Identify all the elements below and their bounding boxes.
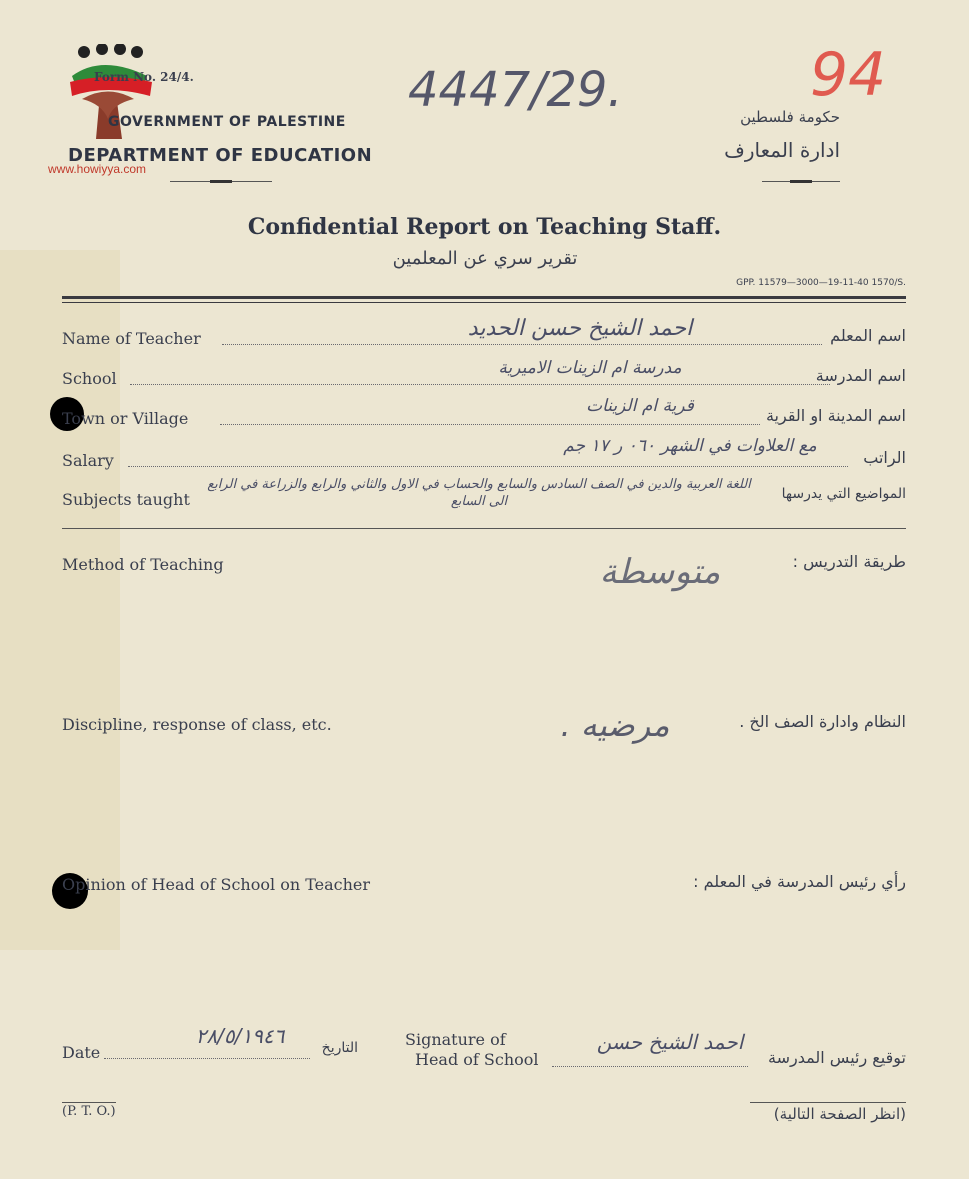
department-name-en: DEPARTMENT OF EDUCATION xyxy=(68,145,373,166)
value-name-of-teacher: احمد الشيخ حسن الحديد xyxy=(467,316,693,341)
dotted-line-school xyxy=(130,384,830,385)
howiyya-logo xyxy=(62,44,157,154)
label-name-of-teacher: Name of Teacher xyxy=(62,329,201,348)
header-rule-left-bold xyxy=(210,180,232,183)
value-salary: مع العلاوات في الشهر ٠٦٠ ر ١٧ جم xyxy=(563,436,817,456)
label-town-or-village-ar: اسم المدينة او القرية xyxy=(765,406,906,425)
value-method-of-teaching: متوسطة xyxy=(599,552,721,592)
value-signature: احمد الشيخ حسن xyxy=(596,1030,744,1054)
handwritten-reference: 4447/29. xyxy=(408,62,623,118)
title-rule-thick xyxy=(62,296,906,299)
label-method-of-teaching: Method of Teaching xyxy=(62,555,224,574)
pto-ar: (انظر الصفحة التالية) xyxy=(750,1102,906,1123)
label-school: School xyxy=(62,369,117,388)
government-name-ar: حكومة فلسطين xyxy=(740,108,840,126)
header-rule-right-bold xyxy=(790,180,812,183)
dotted-line-town xyxy=(220,424,760,425)
label-subjects-taught-ar: المواضيع التي يدرسها xyxy=(781,486,906,502)
value-subjects-taught: اللغة العربية والدين في الصف السادس والسابع والحساب في الاول والثاني والرابع والزراعة في الرابع الى السابع xyxy=(207,477,751,509)
title-rule-thin xyxy=(62,302,906,303)
value-school: مدرسة ام الزينات الاميرية xyxy=(498,358,682,378)
label-signature-ar: توقيع رئيس المدرسة xyxy=(768,1048,906,1067)
label-school-ar: اسم المدرسة xyxy=(815,366,906,385)
howiyya-site-text: www.howiyya.com xyxy=(48,162,147,176)
value-town-or-village: قرية ام الزينات xyxy=(586,396,694,416)
label-salary-ar: الراتب xyxy=(863,448,906,467)
label-opinion-of-head-ar: رأي رئيس المدرسة في المعلم : xyxy=(693,872,906,891)
government-name-en: GOVERNMENT OF PALESTINE xyxy=(108,114,346,130)
label-date-ar: التاريخ xyxy=(321,1040,358,1056)
print-code: GPP. 11579—3000—19-11-40 1570/S. xyxy=(736,278,906,288)
value-discipline: مرضيه . xyxy=(560,706,670,744)
label-signature-line2: Head of School xyxy=(415,1050,539,1069)
label-method-of-teaching-ar: طريقة التدريس : xyxy=(792,552,906,571)
fields-rule-bottom xyxy=(62,528,906,529)
value-date: ٢٨/٥/١٩٤٦ xyxy=(195,1024,285,1048)
label-opinion-of-head: Opinion of Head of School on Teacher xyxy=(62,875,371,894)
label-discipline-ar: النظام وادارة الصف الخ . xyxy=(739,712,906,731)
dotted-line-salary xyxy=(128,466,848,467)
label-signature-line1: Signature of xyxy=(405,1030,506,1049)
pto-en: (P. T. O.) xyxy=(62,1104,116,1119)
department-name-ar: ادارة المعارف xyxy=(724,138,840,162)
label-discipline: Discipline, response of class, etc. xyxy=(62,715,332,734)
label-subjects-taught: Subjects taught xyxy=(62,490,190,509)
label-name-of-teacher-ar: اسم المعلم xyxy=(830,326,906,345)
dotted-line-signature xyxy=(552,1066,748,1067)
form-number: Form No. 24/4. xyxy=(94,70,194,84)
dotted-line-date xyxy=(104,1058,310,1059)
paper-stain xyxy=(0,250,120,950)
label-town-or-village: Town or Village xyxy=(62,409,189,428)
dotted-line-name xyxy=(222,344,822,345)
report-title-en: Confidential Report on Teaching Staff. xyxy=(247,214,722,240)
report-title-ar: تقرير سري عن المعلمين xyxy=(392,248,578,269)
page-number-red: 94 xyxy=(810,40,887,110)
label-date: Date xyxy=(62,1043,101,1062)
label-salary: Salary xyxy=(62,451,114,470)
